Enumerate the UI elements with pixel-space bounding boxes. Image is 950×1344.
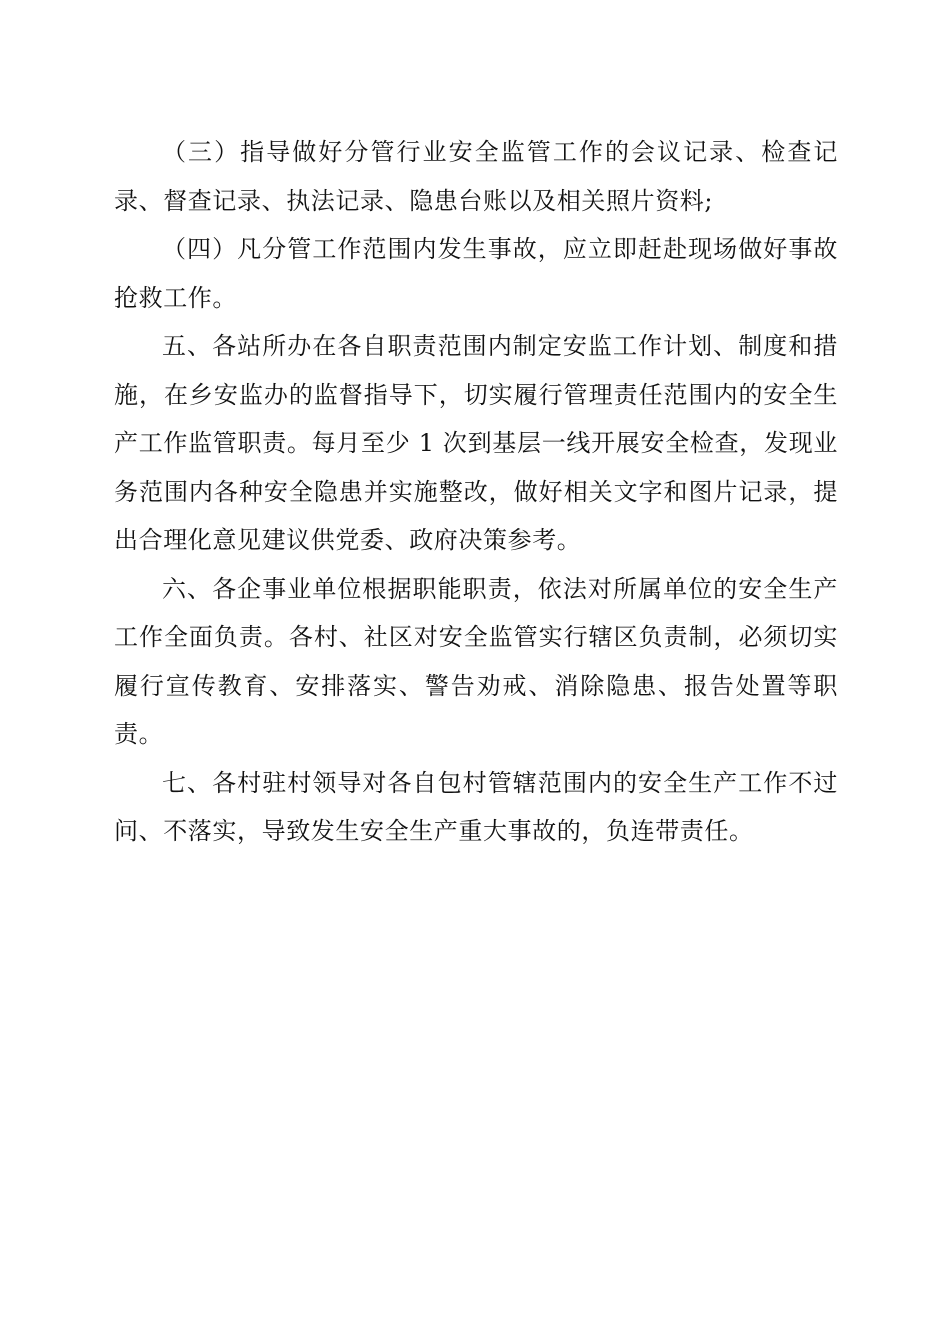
document-body: [114, 128, 838, 856]
paragraph-item-3: （三）指导做好分管行业安全监管工作的会议记录、检查记录、督查记录、执法记录、隐患台账以及相关照片资料;: [114, 138, 838, 215]
paragraph-section-6: 六、各企事业单位根据职能职责，依法对所属单位的安全生产工作全面负责。各村、社区对安全监管实行辖区负责制，必须切实履行宣传教育、安排落实、警告劝戒、消除隐患、报告处置等职责。: [114, 574, 838, 748]
paragraph-item-4: （四）凡分管工作范围内发生事故，应立即赶赴现场做好事故抢救工作。: [114, 235, 838, 312]
paragraph-section-5: 五、各站所办在各自职责范围内制定安监工作计划、制度和措施，在乡安监办的监督指导下，切实履行管理责任范围内的安全生产工作监管职责。每月至少 1 次到基层一线开展安全检查，发现业务范围内各种安全隐患并实施整改，做好相关文字和图片记录，提出合理化意见建议供党委、政府决策参考。: [114, 332, 838, 554]
paragraph-section-7: 七、各村驻村领导对各自包村管辖范围内的安全生产工作不过问、不落实，导致发生安全生产重大事故的，负连带责任。: [114, 768, 838, 845]
